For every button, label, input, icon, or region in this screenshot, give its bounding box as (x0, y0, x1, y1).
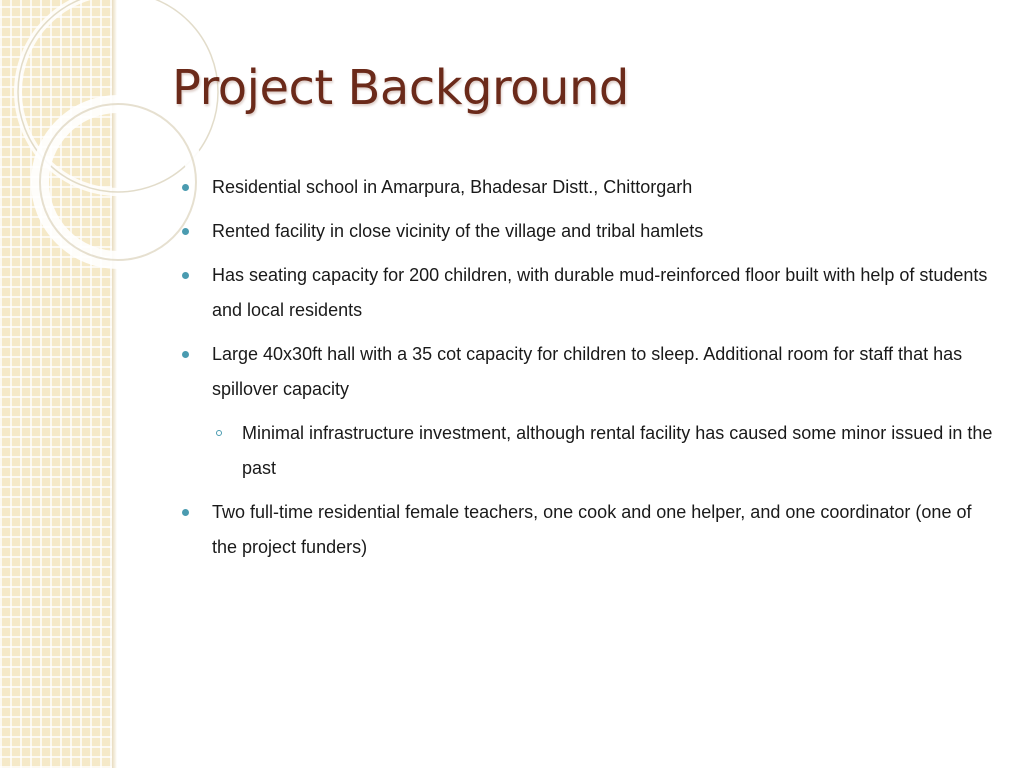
bullet-item (180, 258, 1000, 328)
sub-bullet-text: Minimal infrastructure investment, although rental facility has caused some minor issued in the past (242, 423, 993, 478)
slide-title: Project Background (172, 60, 629, 116)
hollow-circle-icon (216, 430, 222, 436)
bullet-text: Residential school in Amarpura, Bhadesar Distt., Chittorgarh (212, 177, 693, 197)
bullet-item (180, 214, 1000, 249)
bullet-list-continued (180, 495, 1000, 565)
bullet-list (180, 170, 1000, 407)
bullet-item (180, 495, 1000, 565)
sub-bullet-list (180, 416, 1000, 486)
bullet-icon (182, 228, 189, 235)
bullet-text: Two full-time residential female teachers, one cook and one helper, and one coordinator (one of the project funders) (212, 502, 972, 557)
bullet-text: Has seating capacity for 200 children, with durable mud-reinforced floor built with help of students and local residents (212, 265, 988, 320)
slide-content (180, 170, 1000, 574)
side-panel-edge (112, 0, 117, 768)
decorative-side-panel (0, 0, 112, 768)
bullet-icon (182, 272, 189, 279)
sub-bullet-item (212, 416, 1000, 486)
bullet-item (180, 170, 1000, 205)
bullet-icon (182, 509, 189, 516)
bullet-item (180, 337, 1000, 407)
bullet-icon (182, 184, 189, 191)
bullet-text: Large 40x30ft hall with a 35 cot capacity for children to sleep. Additional room for staff that has spillover capacity (212, 344, 963, 399)
bullet-icon (182, 351, 189, 358)
bullet-text: Rented facility in close vicinity of the village and tribal hamlets (212, 221, 704, 241)
